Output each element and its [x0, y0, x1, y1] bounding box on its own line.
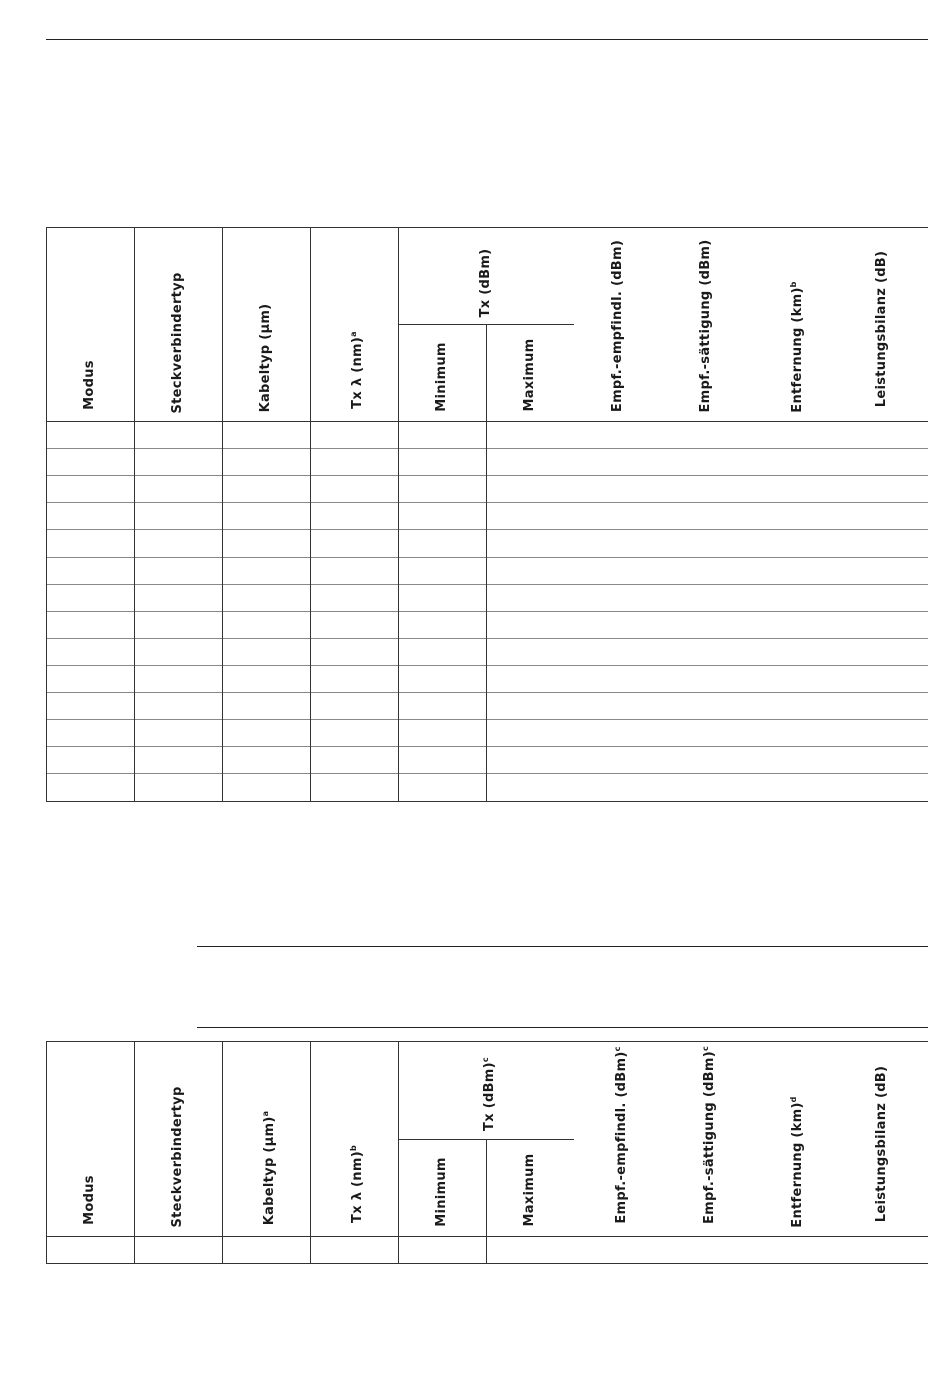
header-kabeltyp: Kabeltyp $(\mu m)^a$ — [261, 1110, 277, 1226]
header-empf-saettigung: Empf.-sättigung (dBm)$^c$ — [701, 1045, 717, 1225]
header-minimum: Minimum — [434, 342, 449, 412]
table-row-line — [46, 746, 928, 747]
table-1-col-line — [46, 227, 47, 802]
table-row-line — [46, 611, 928, 612]
table-2-col-line — [134, 1041, 135, 1264]
header-modus: Modus — [82, 360, 97, 410]
table-row-line — [46, 529, 928, 530]
table-2-header-bottom — [46, 1236, 928, 1237]
header-steckverbindertyp: Steckverbindertyp — [170, 272, 185, 414]
header-modus: Modus — [82, 1175, 97, 1225]
header-steckverbindertyp: Steckverbindertyp — [170, 1086, 185, 1228]
header-minimum: Minimum — [434, 1157, 449, 1227]
header-kabeltyp: Kabeltyp (µm) — [258, 303, 273, 413]
header-empf-empfindl: Empf.-empfindl. (dBm) — [610, 239, 625, 413]
header-empf-empfindl: Empf.-empfindl. (dBm)$^c$ — [613, 1046, 629, 1224]
table-1-header-bottom — [46, 421, 928, 422]
header-tx-lambda: Tx λ (nm)$^a$ — [349, 331, 365, 409]
header-tx-lambda: Tx λ (nm)$^b$ — [349, 1145, 365, 1223]
top-rule — [46, 39, 928, 40]
header-leistungsbilanz: Leistungsbilanz (dB) — [874, 1065, 889, 1223]
footnote-marker: a — [261, 1110, 270, 1117]
table-row-line — [46, 502, 928, 503]
table-2-col-line — [398, 1041, 399, 1264]
footnote-marker: b — [789, 281, 798, 288]
header-maximum: Maximum — [522, 1153, 537, 1227]
footnote-marker: d — [789, 1096, 798, 1103]
table-2-title-bottom-rule — [197, 1027, 928, 1028]
table-row-line — [46, 692, 928, 693]
table-2 — [46, 1041, 928, 1264]
table-1-col-line — [222, 227, 223, 802]
table-1-col-line — [310, 227, 311, 802]
table-1-col-line — [134, 227, 135, 802]
footnote-marker: c — [481, 1057, 490, 1063]
footnote-marker: b — [349, 1145, 358, 1152]
table-2-top-border — [46, 1041, 928, 1042]
table-1-top-border — [46, 227, 928, 228]
table-2-col-line — [46, 1041, 47, 1264]
table-2-col-line — [310, 1041, 311, 1264]
table-1-bottom-border — [46, 801, 928, 802]
footnote-marker: c — [613, 1046, 622, 1052]
table-1-col-line — [486, 324, 487, 802]
table-row-line — [46, 448, 928, 449]
table-row-line — [46, 584, 928, 585]
table-1-col-line — [398, 227, 399, 802]
table-1 — [46, 227, 928, 802]
table-row-line — [46, 475, 928, 476]
header-maximum: Maximum — [522, 338, 537, 412]
header-leistungsbilanz: Leistungsbilanz (dB) — [874, 250, 889, 408]
table-2-title-top-rule — [197, 946, 928, 947]
header-entfernung: Entfernung (km)$^b$ — [789, 281, 805, 413]
table-2-col-line — [222, 1041, 223, 1264]
table-2-bottom-border — [46, 1263, 928, 1264]
header-tx-dbm: Tx (dBm) — [478, 248, 493, 318]
table-row-line — [46, 557, 928, 558]
table-row-line — [46, 773, 928, 774]
header-tx-dbm: Tx (dBm)$^c$ — [481, 1057, 497, 1131]
table-2-col-line — [486, 1139, 487, 1264]
header-empf-saettigung: Empf.-sättigung (dBm) — [698, 239, 713, 413]
footnote-marker: a — [349, 331, 358, 337]
table-row-line — [46, 719, 928, 720]
table-row-line — [46, 665, 928, 666]
header-entfernung: Entfernung (km)$^d$ — [789, 1096, 805, 1228]
footnote-marker: c — [701, 1045, 710, 1052]
table-row-line — [46, 638, 928, 639]
